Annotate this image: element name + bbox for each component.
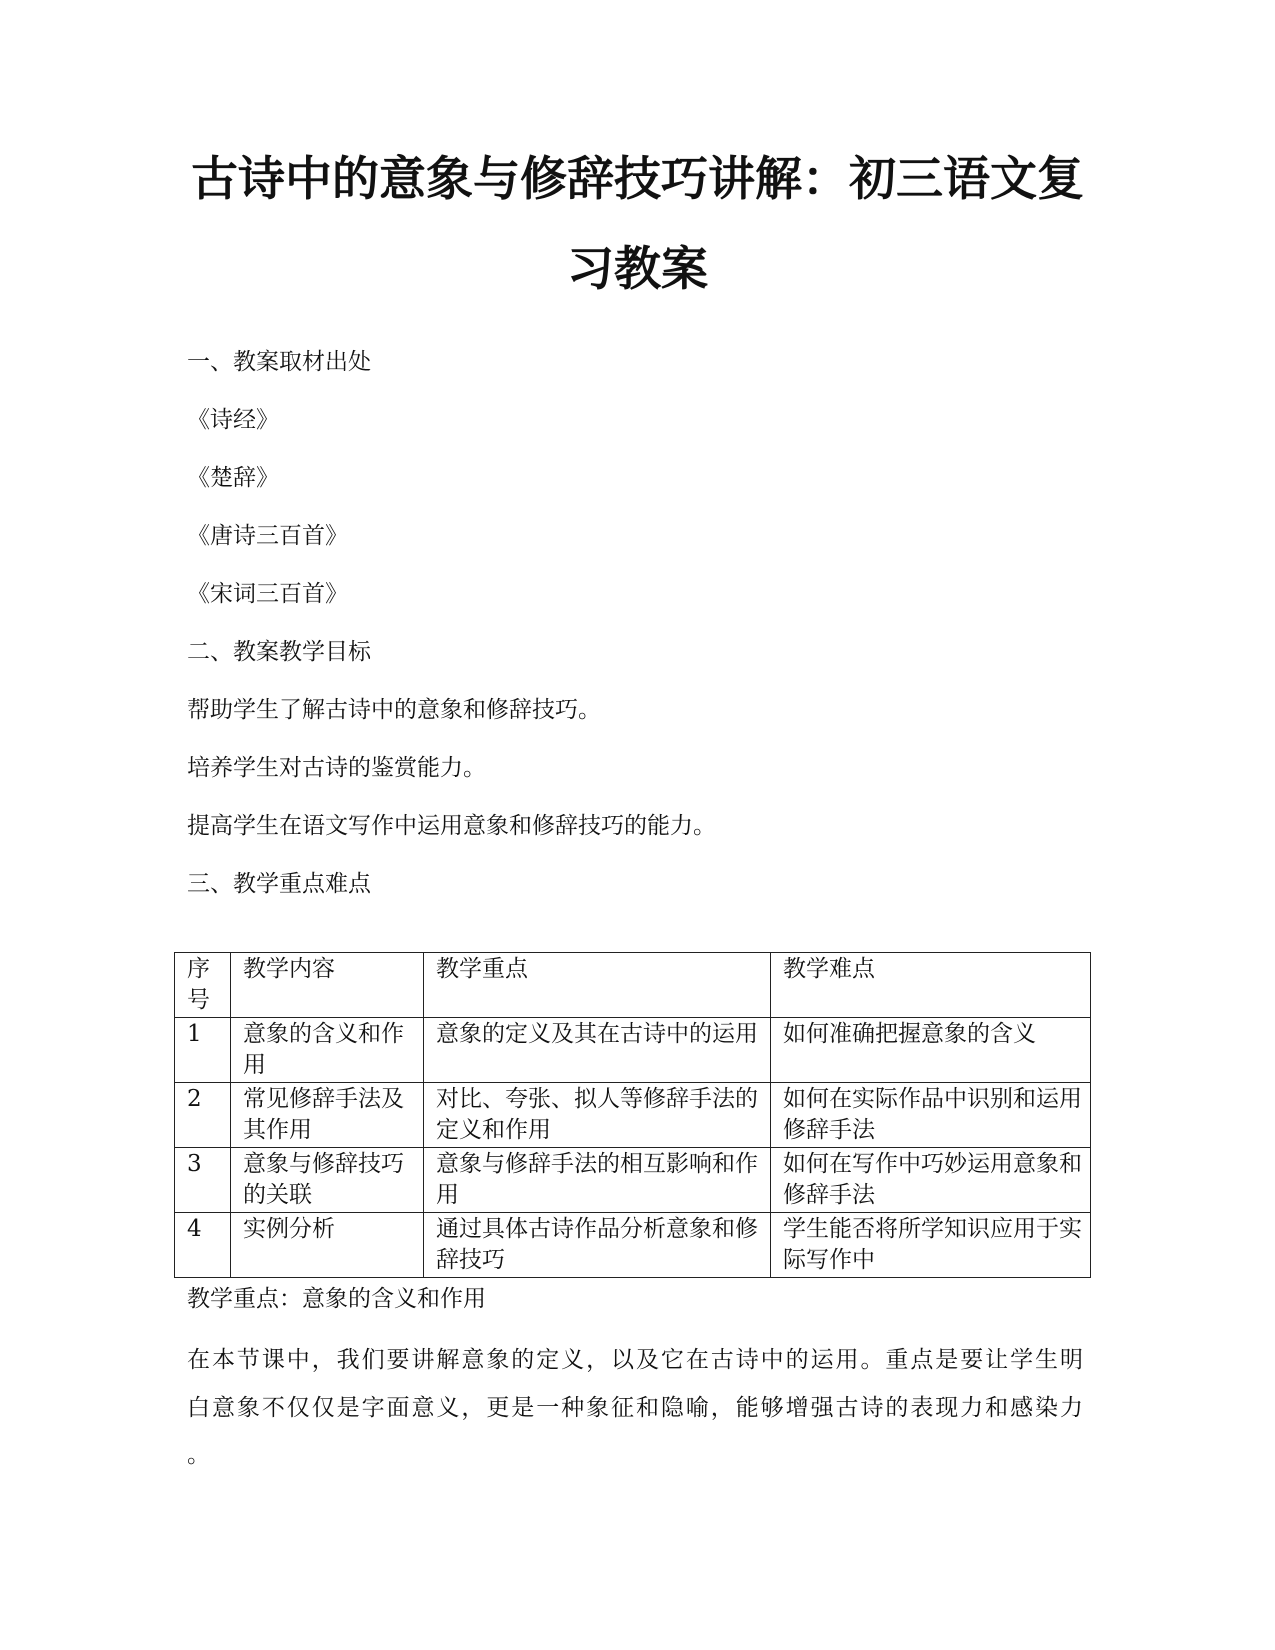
table-row <box>175 1148 1091 1213</box>
section-heading-key-points: 三、教学重点难点 <box>187 871 371 897</box>
focus-paragraph-tail: 。 <box>187 1442 210 1468</box>
table-cell-focus: 对比、夸张、拟人等修辞手法的定义和作用 <box>424 1083 771 1148</box>
table-cell-difficulty: 如何在实际作品中识别和运用修辞手法 <box>771 1083 1091 1148</box>
table-cell-focus: 意象与修辞手法的相互影响和作用 <box>424 1148 771 1213</box>
table-cell-focus: 意象的定义及其在古诗中的运用 <box>424 1018 771 1083</box>
table-cell-content: 意象的含义和作用 <box>231 1018 424 1083</box>
table-cell-no: 3 <box>175 1148 231 1213</box>
table-cell-no: 1 <box>175 1018 231 1083</box>
source-item: 《唐诗三百首》 <box>187 523 348 549</box>
section-heading-sources: 一、教案取材出处 <box>187 349 371 375</box>
table-header-cell: 教学难点 <box>771 953 1091 1018</box>
source-item: 《宋词三百首》 <box>187 581 348 607</box>
goal-item: 培养学生对古诗的鉴赏能力。 <box>187 755 486 781</box>
document-title-line-2: 习教案 <box>567 242 708 297</box>
table-cell-difficulty: 学生能否将所学知识应用于实际写作中 <box>771 1213 1091 1278</box>
table-header-cell: 序号 <box>175 953 231 1018</box>
key-points-table <box>174 952 1091 1278</box>
table-header-cell: 教学内容 <box>231 953 424 1018</box>
goal-item: 帮助学生了解古诗中的意象和修辞技巧。 <box>187 697 601 723</box>
focus-heading: 教学重点：意象的含义和作用 <box>187 1286 486 1312</box>
focus-paragraph-line: 在本节课中，我们要讲解意象的定义，以及它在古诗中的运用。重点是要让学生明 <box>187 1347 1083 1373</box>
goal-item: 提高学生在语文写作中运用意象和修辞技巧的能力。 <box>187 813 716 839</box>
table-cell-no: 4 <box>175 1213 231 1278</box>
document-title-line-1: 古诗中的意象与修辞技巧讲解：初三语文复 <box>191 152 1084 207</box>
table-cell-difficulty: 如何在写作中巧妙运用意象和修辞手法 <box>771 1148 1091 1213</box>
section-heading-goals: 二、教案教学目标 <box>187 639 371 665</box>
table-row <box>175 1083 1091 1148</box>
table-cell-focus: 通过具体古诗作品分析意象和修辞技巧 <box>424 1213 771 1278</box>
source-item: 《楚辞》 <box>187 465 279 491</box>
table-cell-difficulty: 如何准确把握意象的含义 <box>771 1018 1091 1083</box>
table-header-row <box>175 953 1091 1018</box>
table-cell-content: 常见修辞手法及其作用 <box>231 1083 424 1148</box>
source-item: 《诗经》 <box>187 407 279 433</box>
focus-paragraph-line: 白意象不仅仅是字面意义，更是一种象征和隐喻，能够增强古诗的表现力和感染力 <box>187 1395 1083 1421</box>
table-row <box>175 1018 1091 1083</box>
table-cell-content: 意象与修辞技巧的关联 <box>231 1148 424 1213</box>
table-cell-content: 实例分析 <box>231 1213 424 1278</box>
table-header-cell: 教学重点 <box>424 953 771 1018</box>
table-cell-no: 2 <box>175 1083 231 1148</box>
table-row <box>175 1213 1091 1278</box>
